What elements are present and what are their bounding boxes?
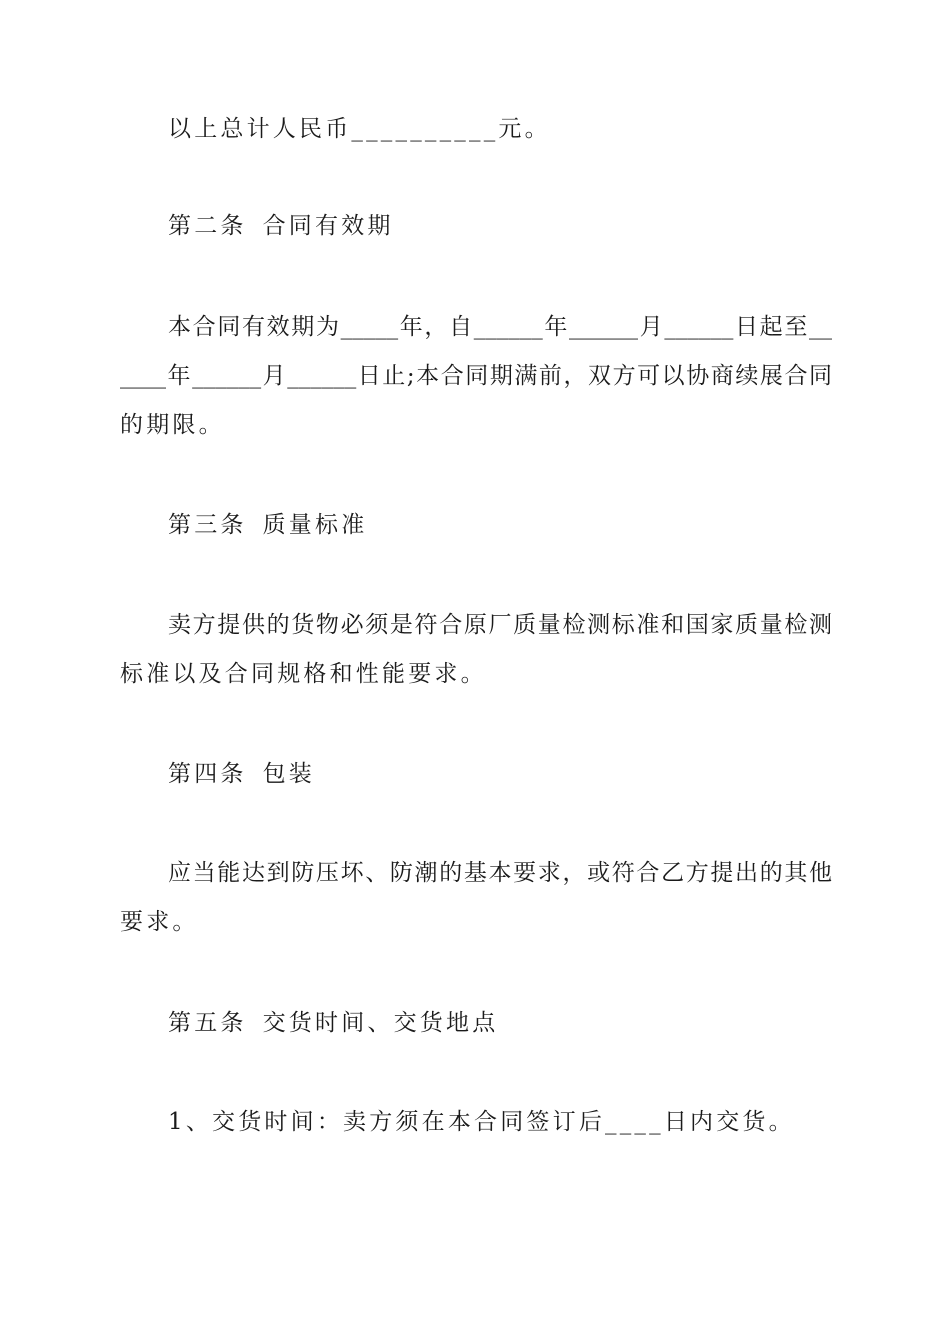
article-3-title: 质量标准 xyxy=(262,512,368,538)
article-3-number: 第三条 xyxy=(168,512,247,538)
article-2-title: 合同有效期 xyxy=(262,213,394,239)
article-3-heading xyxy=(168,511,367,539)
article-2-text-line-3: 的期限。 xyxy=(120,412,225,438)
article-5-heading xyxy=(168,1009,498,1037)
article-5-title: 交货时间、交货地点 xyxy=(262,1010,499,1036)
article-2-number: 第二条 xyxy=(168,213,247,239)
article-4-number: 第四条 xyxy=(168,761,247,787)
article-2-text-line-2: ____年______月______日止;本合同期满前，双方可以协商续展合同 xyxy=(120,363,832,389)
total-amount-line: 以上总计人民币__________元。 xyxy=(168,116,551,142)
article-5-item-1: 1、交货时间：卖方须在本合同签订后____日内交货。 xyxy=(168,1109,795,1135)
article-4-title: 包装 xyxy=(262,761,316,787)
article-4-text-line-1: 应当能达到防压坏、防潮的基本要求，或符合乙方提出的其他 xyxy=(168,860,832,886)
article-4-text-line-2: 要求。 xyxy=(120,909,199,935)
article-3-text-line-1: 卖方提供的货物必须是符合原厂质量检测标准和国家质量检测 xyxy=(168,612,832,638)
article-3-text-line-2: 标准以及合同规格和性能要求。 xyxy=(120,661,487,687)
article-4-heading xyxy=(168,760,315,788)
article-2-text-line-1: 本合同有效期为_____年，自______年______月______日起至__ xyxy=(168,314,832,340)
article-5-number: 第五条 xyxy=(168,1010,247,1036)
article-2-heading xyxy=(168,212,394,240)
